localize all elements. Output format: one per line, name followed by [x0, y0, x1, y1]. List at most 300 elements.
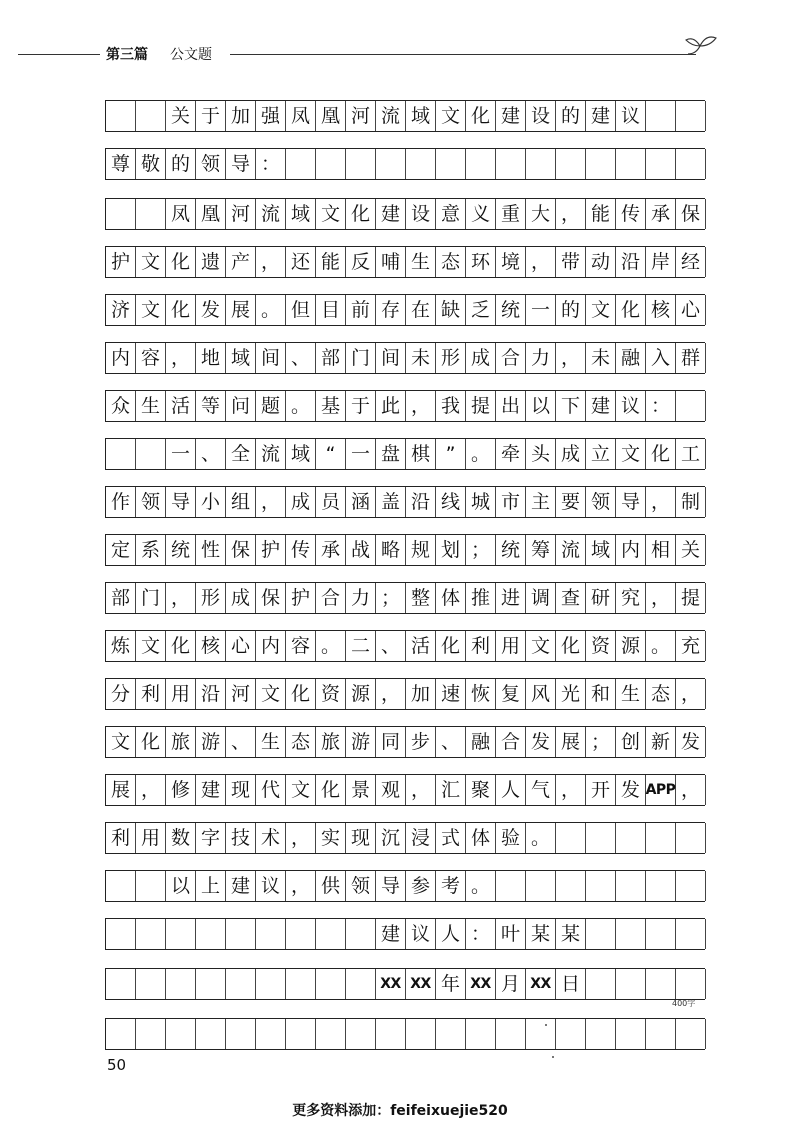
grid-cell: XX [376, 969, 406, 999]
grid-cell: 遗 [196, 247, 226, 277]
grid-cell: 心 [226, 631, 256, 661]
grid-cell: 进 [496, 583, 526, 613]
grid-cell: 牵 [496, 439, 526, 469]
grid-cell [316, 149, 346, 179]
speck [545, 1024, 547, 1026]
grid-cell [316, 1019, 346, 1049]
grid-cell: 。 [466, 439, 496, 469]
grid-cell: 。 [286, 391, 316, 421]
grid-cell: 还 [286, 247, 316, 277]
grid-cell: 力 [346, 583, 376, 613]
grid-cell: 线 [436, 487, 466, 517]
grid-cell: 组 [226, 487, 256, 517]
grid-cell [106, 969, 136, 999]
grid-cell: 承 [646, 199, 676, 229]
grid-row [105, 148, 705, 180]
grid-cell: 化 [436, 631, 466, 661]
grid-cell: 岸 [646, 247, 676, 277]
grid-cell: 开 [586, 775, 616, 805]
grid-cell: 成 [286, 487, 316, 517]
grid-cell [526, 871, 556, 901]
grid-cell: 护 [256, 535, 286, 565]
grid-cell [316, 919, 346, 949]
header-rule-left [18, 54, 100, 55]
grid-cell: 市 [496, 487, 526, 517]
grid-cell: 以 [166, 871, 196, 901]
grid-cell: 设 [406, 199, 436, 229]
grid-cell: 人 [436, 919, 466, 949]
grid-cell: 成 [556, 439, 586, 469]
grid-row [105, 100, 705, 132]
speck [552, 1056, 554, 1058]
grid-cell: 化 [646, 439, 676, 469]
grid-cell [136, 101, 166, 131]
grid-cell [646, 823, 676, 853]
grid-cell: 哺 [376, 247, 406, 277]
grid-cell [616, 1019, 646, 1049]
grid-cell [586, 919, 616, 949]
grid-cell: 生 [256, 727, 286, 757]
grid-cell: 建 [376, 919, 406, 949]
grid-cell: XX [406, 969, 436, 999]
grid-cell [556, 149, 586, 179]
grid-cell: ， [166, 343, 196, 373]
grid-cell: 护 [286, 583, 316, 613]
grid-cell: 议 [616, 101, 646, 131]
grid-cell [526, 1019, 556, 1049]
grid-cell: 出 [496, 391, 526, 421]
grid-cell: 间 [376, 343, 406, 373]
grid-cell: 凤 [286, 101, 316, 131]
grid-cell: 主 [526, 487, 556, 517]
grid-cell: ， [286, 871, 316, 901]
grid-cell: 容 [286, 631, 316, 661]
grid-row [105, 630, 705, 662]
grid-cell: 。 [526, 823, 556, 853]
grid-cell: 作 [106, 487, 136, 517]
grid-cell: 棋 [406, 439, 436, 469]
grid-row [105, 870, 705, 902]
grid-cell: 立 [586, 439, 616, 469]
grid-cell: 在 [406, 295, 436, 325]
grid-cell: 步 [406, 727, 436, 757]
grid-cell: 保 [226, 535, 256, 565]
grid-cell: 员 [316, 487, 346, 517]
grid-cell: 流 [256, 439, 286, 469]
grid-cell: ， [256, 247, 286, 277]
grid-cell: 化 [466, 101, 496, 131]
grid-cell: 融 [466, 727, 496, 757]
grid-cell: ， [676, 679, 706, 709]
grid-cell: 容 [136, 343, 166, 373]
grid-cell: 用 [136, 823, 166, 853]
grid-cell: XX [526, 969, 556, 999]
grid-cell [496, 1019, 526, 1049]
grid-cell: 旅 [166, 727, 196, 757]
section-title: 公文题 [170, 47, 212, 63]
grid-row [105, 342, 705, 374]
grid-cell: 游 [196, 727, 226, 757]
grid-cell: ； [376, 583, 406, 613]
grid-cell [106, 1019, 136, 1049]
grid-cell: 创 [616, 727, 646, 757]
grid-cell [136, 199, 166, 229]
grid-cell [676, 391, 706, 421]
grid-cell: 群 [676, 343, 706, 373]
grid-cell: 心 [676, 295, 706, 325]
grid-cell [106, 199, 136, 229]
grid-row [105, 678, 705, 710]
grid-row [105, 294, 705, 326]
grid-row [105, 582, 705, 614]
grid-cell: 景 [346, 775, 376, 805]
grid-cell [256, 1019, 286, 1049]
grid-cell: 和 [586, 679, 616, 709]
grid-cell [226, 1019, 256, 1049]
grid-cell: 门 [346, 343, 376, 373]
grid-cell: 人 [496, 775, 526, 805]
grid-cell: 的 [556, 295, 586, 325]
grid-cell: 议 [256, 871, 286, 901]
grid-cell [676, 919, 706, 949]
grid-cell: 统 [496, 295, 526, 325]
grid-cell: 敬 [136, 149, 166, 179]
grid-row [105, 918, 705, 950]
grid-cell: 形 [196, 583, 226, 613]
grid-cell: 盖 [376, 487, 406, 517]
grid-cell: ： [256, 149, 286, 179]
grid-cell: 略 [376, 535, 406, 565]
grid-cell: 上 [196, 871, 226, 901]
grid-cell: 成 [466, 343, 496, 373]
grid-cell: 加 [406, 679, 436, 709]
grid-cell: 意 [436, 199, 466, 229]
grid-cell [376, 1019, 406, 1049]
grid-cell: ， [286, 823, 316, 853]
grid-cell [466, 1019, 496, 1049]
grid-cell: 导 [616, 487, 646, 517]
grid-cell: 内 [256, 631, 286, 661]
grid-cell: 经 [676, 247, 706, 277]
grid-cell: 文 [136, 247, 166, 277]
grid-cell [466, 149, 496, 179]
grid-cell [406, 1019, 436, 1049]
grid-cell [256, 969, 286, 999]
grid-cell: 发 [526, 727, 556, 757]
grid-cell: 内 [616, 535, 646, 565]
grid-cell: 河 [226, 679, 256, 709]
grid-cell: 导 [226, 149, 256, 179]
grid-cell: 发 [676, 727, 706, 757]
grid-cell [346, 969, 376, 999]
grid-cell: 目 [316, 295, 346, 325]
word-count-mark: 400字 [672, 999, 696, 1008]
grid-cell: 提 [466, 391, 496, 421]
grid-cell: 某 [556, 919, 586, 949]
grid-cell [106, 871, 136, 901]
grid-cell [586, 1019, 616, 1049]
grid-cell: 乏 [466, 295, 496, 325]
grid-cell: 力 [526, 343, 556, 373]
grid-cell: 成 [226, 583, 256, 613]
grid-cell: 定 [106, 535, 136, 565]
grid-cell: 下 [556, 391, 586, 421]
grid-cell: 资 [586, 631, 616, 661]
grid-cell: 反 [346, 247, 376, 277]
grid-cell: 此 [376, 391, 406, 421]
grid-cell: 态 [646, 679, 676, 709]
grid-cell: 体 [436, 583, 466, 613]
grid-cell: 域 [586, 535, 616, 565]
grid-cell: 众 [106, 391, 136, 421]
grid-cell [676, 1019, 706, 1049]
grid-cell: “ [316, 439, 346, 469]
grid-cell: 缺 [436, 295, 466, 325]
grid-cell: 境 [496, 247, 526, 277]
grid-cell: 术 [256, 823, 286, 853]
grid-cell: 活 [166, 391, 196, 421]
grid-row [105, 198, 705, 230]
grid-cell: 化 [166, 631, 196, 661]
grid-cell: 文 [616, 439, 646, 469]
grid-cell: ： [646, 391, 676, 421]
grid-cell: 态 [436, 247, 466, 277]
grid-cell [646, 871, 676, 901]
grid-cell: 产 [226, 247, 256, 277]
grid-cell: 沉 [376, 823, 406, 853]
grid-cell: 一 [526, 295, 556, 325]
grid-cell: 合 [316, 583, 346, 613]
grid-cell: 能 [316, 247, 346, 277]
grid-cell: 展 [556, 727, 586, 757]
grid-cell: 凰 [316, 101, 346, 131]
grid-cell [646, 969, 676, 999]
grid-cell: 强 [256, 101, 286, 131]
grid-cell: 化 [286, 679, 316, 709]
grid-cell: 流 [376, 101, 406, 131]
grid-cell: 、 [226, 727, 256, 757]
grid-cell: 建 [586, 391, 616, 421]
grid-cell: 合 [496, 727, 526, 757]
grid-cell: 化 [556, 631, 586, 661]
grid-row [105, 390, 705, 422]
grid-cell: 域 [406, 101, 436, 131]
grid-cell: 考 [436, 871, 466, 901]
grid-cell: 于 [346, 391, 376, 421]
grid-cell: 恢 [466, 679, 496, 709]
grid-cell: ， [556, 343, 586, 373]
grid-row [105, 486, 705, 518]
grid-cell [616, 969, 646, 999]
grid-cell [436, 149, 466, 179]
grid-cell: 化 [346, 199, 376, 229]
grid-cell: 浸 [406, 823, 436, 853]
grid-cell: XX [466, 969, 496, 999]
grid-cell [196, 919, 226, 949]
grid-cell: 涵 [346, 487, 376, 517]
grid-cell: 。 [256, 295, 286, 325]
grid-cell: 凤 [166, 199, 196, 229]
grid-cell: 筹 [526, 535, 556, 565]
grid-cell: 文 [586, 295, 616, 325]
grid-cell: 叶 [496, 919, 526, 949]
grid-cell: 旅 [316, 727, 346, 757]
grid-cell: 以 [526, 391, 556, 421]
grid-cell: 形 [436, 343, 466, 373]
grid-cell: 盘 [376, 439, 406, 469]
chapter-title: 第三篇 [106, 47, 148, 63]
grid-cell: 域 [226, 343, 256, 373]
grid-cell: 、 [286, 343, 316, 373]
grid-cell: 参 [406, 871, 436, 901]
grid-cell: 问 [226, 391, 256, 421]
grid-cell: 前 [346, 295, 376, 325]
grid-cell [346, 1019, 376, 1049]
grid-cell: ， [166, 583, 196, 613]
grid-cell: 义 [466, 199, 496, 229]
grid-cell [136, 969, 166, 999]
grid-cell: 分 [106, 679, 136, 709]
grid-cell: ， [676, 775, 706, 805]
grid-cell [556, 871, 586, 901]
grid-cell: 风 [526, 679, 556, 709]
grid-cell: ， [406, 775, 436, 805]
grid-cell [676, 871, 706, 901]
grid-cell: 部 [316, 343, 346, 373]
grid-cell: 导 [376, 871, 406, 901]
grid-cell: 的 [166, 149, 196, 179]
grid-cell: 日 [556, 969, 586, 999]
grid-cell: 建 [226, 871, 256, 901]
grid-cell: 生 [616, 679, 646, 709]
grid-cell: 战 [346, 535, 376, 565]
grid-cell: 究 [616, 583, 646, 613]
grid-cell: 、 [376, 631, 406, 661]
grid-cell: ， [646, 583, 676, 613]
grid-cell: ， [406, 391, 436, 421]
grid-cell [676, 969, 706, 999]
grid-cell: 动 [586, 247, 616, 277]
grid-cell [166, 969, 196, 999]
grid-cell: 城 [466, 487, 496, 517]
grid-cell: 月 [496, 969, 526, 999]
grid-cell: 利 [106, 823, 136, 853]
grid-cell: 加 [226, 101, 256, 131]
grid-cell: 门 [136, 583, 166, 613]
grid-cell [616, 919, 646, 949]
grid-cell: 议 [406, 919, 436, 949]
grid-cell: 现 [226, 775, 256, 805]
grid-cell: 沿 [406, 487, 436, 517]
grid-cell: 查 [556, 583, 586, 613]
grid-cell: 关 [676, 535, 706, 565]
grid-row [105, 1018, 705, 1050]
grid-cell: 地 [196, 343, 226, 373]
grid-cell [346, 149, 376, 179]
grid-cell: 修 [166, 775, 196, 805]
grid-cell [676, 149, 706, 179]
header-rule-right [230, 54, 696, 55]
grid-cell [286, 1019, 316, 1049]
grid-cell: 文 [436, 101, 466, 131]
grid-cell: 入 [646, 343, 676, 373]
grid-cell: 河 [226, 199, 256, 229]
grid-cell: ： [466, 919, 496, 949]
grid-cell: 间 [256, 343, 286, 373]
grid-cell [226, 919, 256, 949]
grid-cell [586, 969, 616, 999]
grid-cell: 利 [136, 679, 166, 709]
grid-cell: 系 [136, 535, 166, 565]
grid-cell: 现 [346, 823, 376, 853]
grid-cell: 性 [196, 535, 226, 565]
grid-cell [286, 149, 316, 179]
grid-cell: 于 [196, 101, 226, 131]
grid-cell: 态 [286, 727, 316, 757]
grid-cell: 验 [496, 823, 526, 853]
grid-cell: 凰 [196, 199, 226, 229]
grid-cell: 要 [556, 487, 586, 517]
grid-cell: ， [526, 247, 556, 277]
grid-cell: 核 [646, 295, 676, 325]
grid-cell [436, 1019, 466, 1049]
grid-cell: 代 [256, 775, 286, 805]
grid-cell [166, 919, 196, 949]
grid-cell: 同 [376, 727, 406, 757]
grid-cell [106, 439, 136, 469]
grid-cell: 域 [286, 439, 316, 469]
grid-cell: ” [436, 439, 466, 469]
grid-cell: 化 [166, 247, 196, 277]
grid-row [105, 534, 705, 566]
grid-cell: ， [136, 775, 166, 805]
page-header [0, 32, 800, 72]
grid-cell: 等 [196, 391, 226, 421]
grid-cell: 环 [466, 247, 496, 277]
grid-cell: 小 [196, 487, 226, 517]
grid-cell: 文 [316, 199, 346, 229]
grid-cell: 年 [436, 969, 466, 999]
grid-cell: 沿 [616, 247, 646, 277]
grid-cell [136, 919, 166, 949]
grid-cell: 充 [676, 631, 706, 661]
grid-cell: 化 [136, 727, 166, 757]
grid-cell: 划 [436, 535, 466, 565]
grid-cell: 头 [526, 439, 556, 469]
grid-cell: 的 [556, 101, 586, 131]
grid-cell: 领 [136, 487, 166, 517]
grid-cell: 大 [526, 199, 556, 229]
grid-cell [286, 919, 316, 949]
grid-cell: 游 [346, 727, 376, 757]
grid-cell [226, 969, 256, 999]
grid-cell: 文 [526, 631, 556, 661]
grid-cell: 带 [556, 247, 586, 277]
grid-cell: 推 [466, 583, 496, 613]
grid-cell: 工 [676, 439, 706, 469]
grid-cell: 提 [676, 583, 706, 613]
grid-row [105, 726, 705, 758]
grid-row [105, 774, 705, 806]
grid-row [105, 968, 705, 1000]
grid-cell: 领 [586, 487, 616, 517]
grid-cell: 保 [676, 199, 706, 229]
grid-cell [286, 969, 316, 999]
grid-cell: 传 [616, 199, 646, 229]
grid-cell: 议 [616, 391, 646, 421]
grid-cell [166, 1019, 196, 1049]
grid-cell [106, 919, 136, 949]
